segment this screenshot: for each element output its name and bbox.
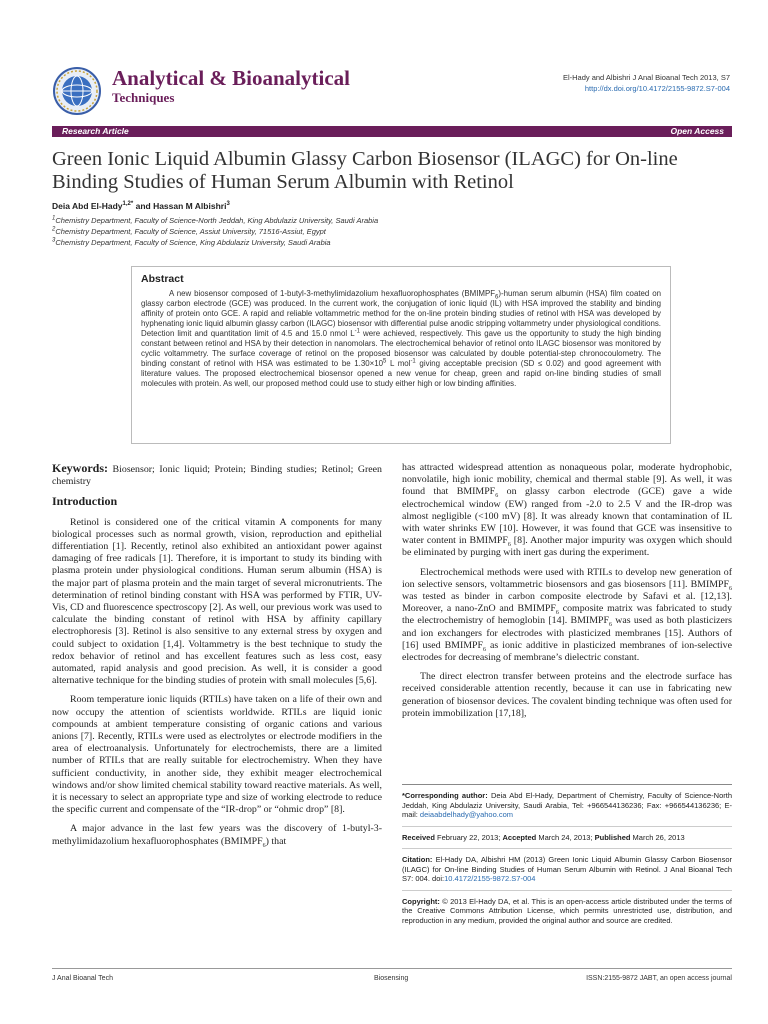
affiliation-3: $^3$Chemistry Department, Faculty of Science, King Abdulaziz University, Saudi Arabia (52, 237, 331, 247)
copyright: Copyright: © 2013 El-Hady DA, et al. This is an open-access article distributed under the terms of the Creative Commons Attribution License, which permits unrestricted use, distribution, and reproduction in any medium, provided the original author and source are credited. (402, 896, 732, 925)
divider (402, 848, 732, 849)
email-link[interactable]: deiaabdelhady@yahoo.com (419, 810, 514, 819)
journal-subtitle: Techniques (112, 90, 175, 105)
author-1-sup: 1,2* (122, 201, 134, 208)
author-1: Deia Abd El-Hady (52, 201, 123, 211)
keywords-text: Biosensor; Ionic liquid; Protein; Binding studies; Retinol; Green chemistry (52, 464, 382, 488)
section-introduction: Introduction (52, 494, 118, 509)
intro-paragraph-3: A major advance in the last few years was the discovery of 1-butyl-3-methylimidazolium hexafluorophosphates $(BMIMPF_6)$ that (52, 823, 382, 849)
journal-title: Analytical & Bioanalytical (112, 66, 350, 90)
keywords (52, 462, 382, 488)
article-title: Green Ionic Liquid Albumin Glassy Carbon Biosensor (ILAGC) for On-line Binding Studies of Human Serum Albumin with Retinol (52, 148, 678, 193)
author-2-sup: 3 (226, 201, 230, 208)
article-type-bar (52, 126, 732, 137)
page-footer (52, 968, 732, 982)
abstract-text: A new biosensor composed of 1-butyl-3-methylimidazolium hexafluorophosphates $(BMIMPF_6)$-human serum albumin (HSA) film coated on glassy carbon electrode (GCE) was produced. In the current work, the conjugation of ionic liquid (IL) with HSA improved the stability and binding affinity of protein onto GCE. A rapid and reliable voltammetric method for the on-line protein binding studies of retinol with HSA was developed by hyphenating ionic liquid albumin glassy carbon (ILAGC) biosensor with differential pulse anodic stripping voltammetry under physiological conditions. Detection limit and quantitation limit of 4.5 and 15.0 nmol $L^{-1}$ were achieved, respectively. This gave us the opportunity to study the high binding constant between retinol and HSA by their detection in nanomolars. The electrochemical behavior of retinol onto ILAGC biosensor was monitored by cyclic voltammetry. The surface coverage of retinol on the proposed biosensor was calculated by double potential-step chronocoulometry. The binding constant of retinol with HSA was estimated to be $1.30\times 10^5$ L mol$^{-1}$ giving acceptable precision (SD ≤ 0.02) and good agreement with literature values. The proposed electrochemical biosensor opened a new venue for cheap, green and rapid on-line binding studies of small molecules with protein. As well, our proposed method could use to study either high or low binding affinities. (141, 289, 661, 388)
citation-header (563, 72, 730, 94)
footer-issue: Biosensing (374, 975, 409, 982)
intro-paragraph-5: Electrochemical methods were used with RTILs to develop new generation of ion selective sensors, voltammetric biosensors and gas biosensors [11]. $BMIMPF_6$ was tested as binder in carbon composite electrode by Safavi et al. [12,13]. Moreover, a nano-ZnO and $BMIMPF_6$ composite matrix was fabricated to study the electrochemistry of hemoglobin [14]. $BMIMPF_6$ was used as both plasticizers and ion exchangers for electrodes with plasticized membranes [15]. Authors of [16] used $BMIMPF_6$ as ionic additive in plasticized membranes of ion-selective electrodes for decreasing of membrane’s dielectric constant. (402, 566, 733, 664)
right-column (402, 462, 732, 727)
footer-journal: J Anal Bioanal Tech (52, 975, 113, 982)
correspondence-block (402, 784, 732, 931)
citation-line: El-Hady and Albishri J Anal Bioanal Tech 2013, S7 (562, 73, 730, 82)
keywords-label: Keywords: (52, 461, 108, 475)
dates: Received February 22, 2013; Accepted March 24, 2013; Published March 26, 2013 (402, 832, 685, 842)
citation: Citation: El-Hady DA, Albishri HM (2013) Green Ionic Liquid Albumin Glassy Carbon Biosensor (ILAGC) for On-line Binding Studies of Human Serum Albumin with Retinol. J Anal Bioanal Tech S7: 004. doi:10.4172/2155-9872.S7-004 (402, 855, 732, 883)
open-access-label: Open Access (670, 126, 724, 136)
abstract-heading: Abstract (141, 273, 184, 285)
intro-paragraph-1: Retinol is considered one of the critical vitamin A components for many biological processes such as normal growth, vision, reproduction and epithelial differentiation [1]. Recently, retinol also exhibited an antioxidant power against damaging of free radicals [1]. Therefore, it is important to study its binding with plasma protein under physiological conditions. Human serum albumin (HSA) is the major part of plasma protein and the main target of several micronutrients. The determination of retinol binding constant with HSA was performed by FTIR, UV-Vis, CD and fluorescence spectroscopy [2]. As well, our previous work was used to calculate the binding constant of retinol with HSA by affinity capillary electrophoresis [3]. Retinol is also sensitive to any external stress by oxygen and could subject to oxidation [1,4]. Voltammetry is the best technique to study the redox behavior of retinol and has excellent features such as less cost, easy automated, rapid analysis and good precision. As well, it is consider a good alternative technique for the binding studies of protein with small molecules [5,6]. (52, 516, 382, 687)
citation-doi-link[interactable]: 10.4172/2155-9872.S7-004 (444, 874, 536, 883)
intro-paragraph-4: has attracted widespread attention as nonaqueous polar, moderate hydrophobic, nonvolatile, high ionic mobility, chemical and thermal stable [9]. As well, it was found that $BMIMPF_6$ on glassy carbon electrode (GCE) gave a wide electrochemical window (EW) ranged from -2.0 to 2.5 V and the IR-drop was almost negligible (<100 mV) [8]. It was already known that contamination of IL with water shrinks EW [10]. However, it was found that GCE was insensitive to water content in $BMIMPF_6$ [8]. Another major impurity was oxygen which should be eliminated by purging with inert gas during the experiment. (402, 462, 732, 559)
affiliation-1: $^1$Chemistry Department, Faculty of Science-North Jeddah, King Abdulaziz University, Saudi Arabia (52, 215, 379, 225)
abstract-box (131, 266, 671, 444)
corresponding-author: *Corresponding author: Deia Abd El-Hady, Department of Chemistry, Faculty of Science-North Jeddah, King Abdulaziz University, Saudi Arabia, Tel: +966544136236; Fax: +966544136236; E-mail: deiaabdelhady@yahoo.com (402, 791, 732, 819)
intro-paragraph-6: The direct electron transfer between proteins and the electrode surface has received considerable attention recently, because it can use in fabricating new generation of biosensor devices. The covalent binding technique was often used for protein immobilization [17,18], (402, 671, 732, 719)
affiliation-2: $^2$Chemistry Department, Faculty of Science, Assiut University, 71516-Assiut, Egypt (52, 226, 326, 236)
author-2: and Hassan M Albishri (133, 201, 227, 211)
article-type: Research Article (62, 126, 129, 136)
globe-seal-icon (52, 66, 102, 116)
doi-link[interactable]: http://dx.doi.org/10.4172/2155-9872.S7-004 (584, 84, 730, 93)
authors (52, 201, 230, 211)
divider (402, 826, 732, 827)
divider (402, 890, 732, 891)
left-column (52, 462, 382, 855)
footer-issn: ISSN:2155-9872 JABT, an open access journal (586, 975, 732, 982)
affiliations (52, 215, 378, 248)
intro-paragraph-2: Room temperature ionic liquids (RTILs) have taken on a life of their own and now occupy the attention of scientists worldwide. RTILs are liquid ionic compounds at ambient temperature consisting of organic cations and various anions [7]. Recently, RTILs were used as electrolytes or electrode modifiers in the area of electroanalysis. Unfortunately for electrochemists, there are a limited number of RTILs that are really suitable for electrochemistry. When they have sufficient conductivity, in another side, they exhibit meager electrochemical windows and/or show limited chemical stability toward reactive materials. As well, it is necessary to select an appropriate type and size of working electrode to reduce the specific current and compensate of the “IR-drop” or “ohmic drop” [8]. (52, 694, 382, 816)
